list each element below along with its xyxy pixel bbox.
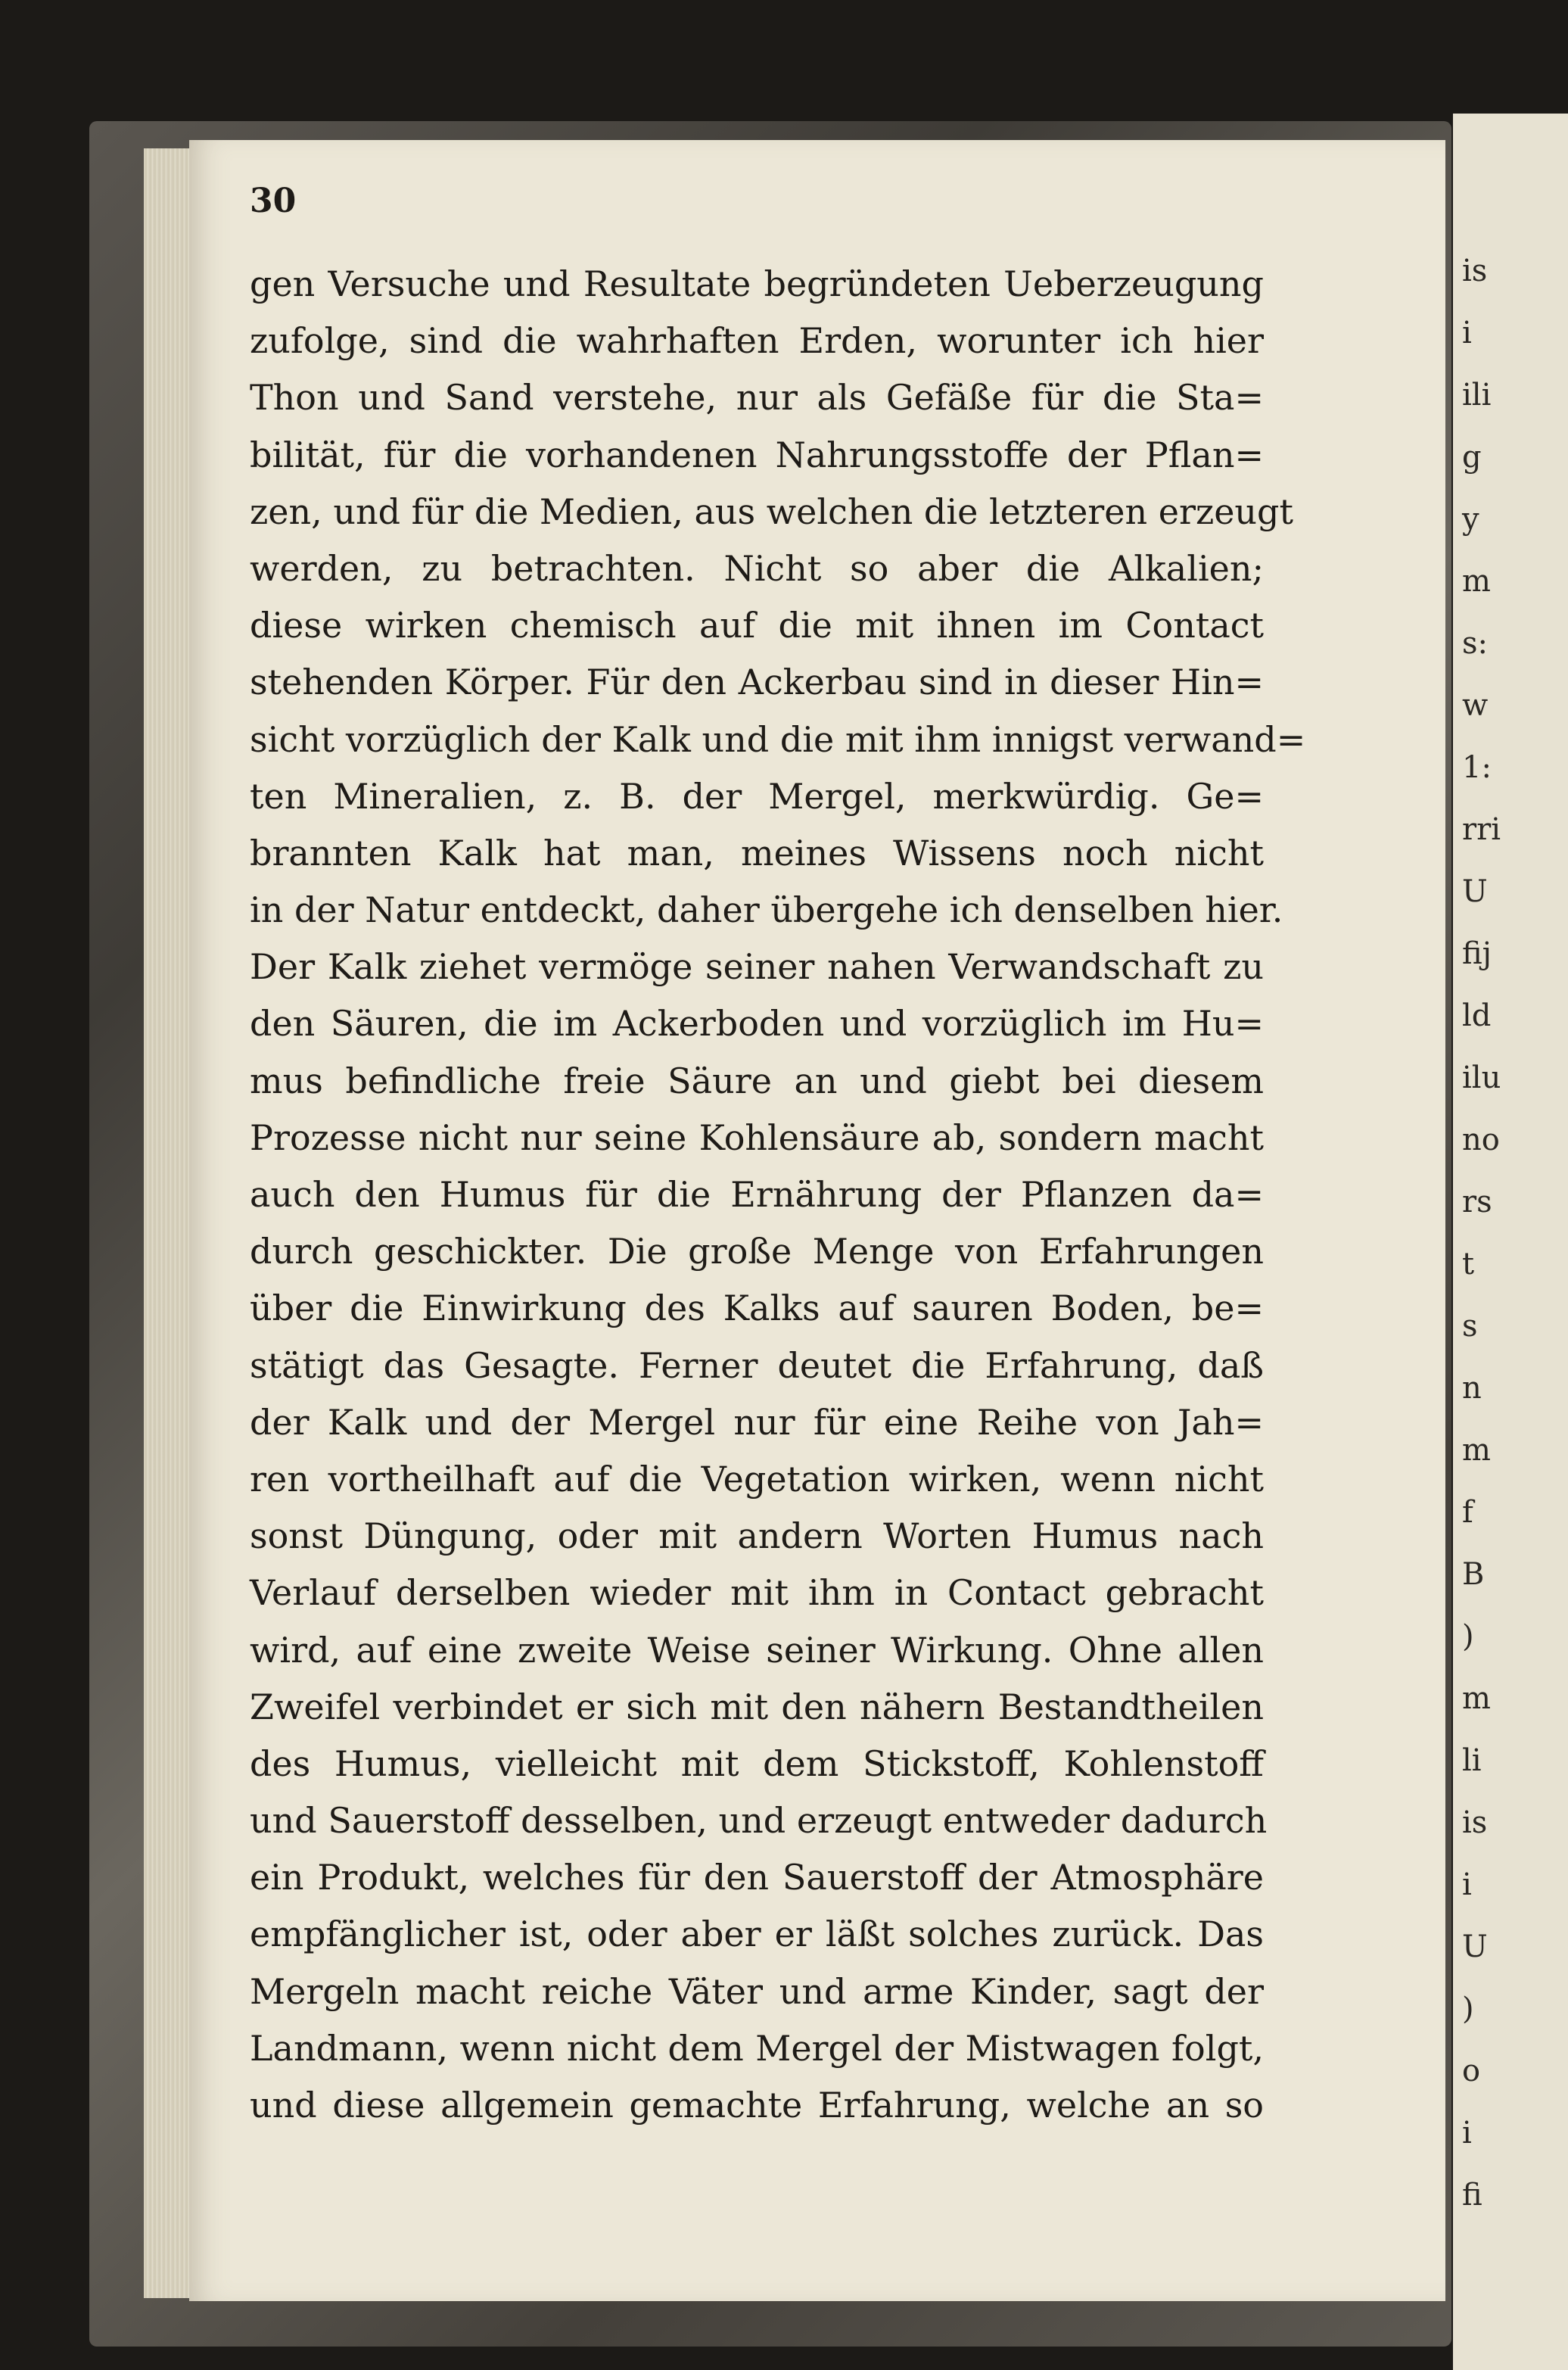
facing-page-fragment: ilu (1462, 1060, 1501, 1095)
facing-page-fragment: U (1462, 874, 1488, 909)
text-line: ten Mineralien, z. B. der Mergel, merkwürdig. Ge= (250, 775, 1264, 817)
facing-page-fragment: ld (1462, 998, 1492, 1033)
text-line: brannten Kalk hat man, meines Wissens noch nicht (250, 832, 1264, 874)
text-line: Verlauf derselben wieder mit ihm in Contact gebracht (250, 1572, 1264, 1614)
page-number: 30 (250, 182, 297, 220)
text-line: zufolge, sind die wahrhaften Erden, worunter ich hier (250, 320, 1264, 362)
text-line: des Humus, vielleicht mit dem Stickstoff, Kohlenstoff (250, 1742, 1264, 1784)
text-line: durch geschickter. Die große Menge von Erfahrungen (250, 1231, 1264, 1272)
facing-page-fragment: w (1462, 688, 1489, 723)
text-line: und Sauerstoff desselben, und erzeugt entweder dadurch (250, 1800, 1268, 1842)
facing-page-fragment: U (1462, 1929, 1488, 1964)
text-line: empfänglicher ist, oder aber er läßt solches zurück. Das (250, 1914, 1264, 1955)
facing-page-fragment: li (1462, 1743, 1482, 1778)
facing-page-fragment: no (1462, 1123, 1500, 1157)
text-line: über die Einwirkung des Kalks auf sauren Boden, be= (250, 1288, 1264, 1329)
facing-page-fragment: g (1462, 440, 1482, 475)
facing-page-fragment: B (1462, 1557, 1485, 1592)
facing-page (1453, 114, 1568, 2370)
text-line: gen Versuche und Resultate begründeten Ueberzeugung (250, 263, 1264, 304)
facing-page-fragment: fij (1462, 936, 1492, 971)
text-line: und diese allgemein gemachte Erfahrung, welche an so (250, 2085, 1264, 2126)
facing-page-fragment: f (1462, 1495, 1473, 1530)
text-line: stätigt das Gesagte. Ferner deutet die Erfahrung, daß (250, 1344, 1264, 1386)
facing-page-fragment: i (1462, 2116, 1472, 2150)
facing-page-fragment: is (1462, 1805, 1488, 1840)
facing-page-fragment: m (1462, 1681, 1491, 1716)
facing-page-fragment: s: (1462, 626, 1489, 661)
facing-page-fragment: ili (1462, 378, 1492, 413)
facing-page-fragment: y (1462, 502, 1479, 537)
page-text (250, 256, 1306, 2134)
text-line: Der Kalk ziehet vermöge seiner nahen Verwandschaft zu (250, 946, 1264, 988)
facing-page-fragment: t (1462, 1247, 1475, 1282)
facing-page-fragment: rs (1462, 1185, 1492, 1219)
facing-page-fragment: 1: (1462, 750, 1492, 785)
text-line: sicht vorzüglich der Kalk und die mit ihm innigst verwand= (250, 718, 1306, 760)
text-line: stehenden Körper. Für den Ackerbau sind in dieser Hin= (250, 662, 1264, 703)
facing-page-fragment: n (1462, 1371, 1482, 1406)
facing-page-fragment: i (1462, 1867, 1472, 1902)
facing-page-fragment: m (1462, 564, 1491, 599)
text-line: den Säuren, die im Ackerboden und vorzüglich im Hu= (250, 1003, 1264, 1045)
text-line: ein Produkt, welches für den Sauerstoff der Atmosphäre (250, 1857, 1264, 1898)
facing-page-fragment: rri (1462, 812, 1501, 847)
facing-page-fragment: i (1462, 316, 1472, 350)
facing-page-fragment: ) (1462, 1619, 1474, 1654)
facing-page-fragment: fi (1462, 2178, 1482, 2213)
text-line: mus befindliche freie Säure an und giebt bei diesem (250, 1060, 1264, 1101)
facing-page-fragment: m (1462, 1433, 1491, 1468)
text-line: in der Natur entdeckt, daher übergehe ich denselben hier. (250, 889, 1283, 931)
text-line: auch den Humus für die Ernährung der Pflanzen da= (250, 1174, 1264, 1215)
text-line: der Kalk und der Mergel nur für eine Reihe von Jah= (250, 1401, 1264, 1443)
text-line: Landmann, wenn nicht dem Mergel der Mistwagen folgt, (250, 2027, 1264, 2069)
text-line: Prozesse nicht nur seine Kohlensäure ab, sondern macht (250, 1116, 1264, 1158)
text-line: Thon und Sand verstehe, nur als Gefäße für die Sta= (250, 377, 1264, 419)
text-line: zen, und für die Medien, aus welchen die letzteren erzeugt (250, 491, 1293, 532)
text-line: Zweifel verbindet er sich mit den nähern Bestandtheilen (250, 1686, 1264, 1727)
text-line: ren vortheilhaft auf die Vegetation wirken, wenn nicht (250, 1458, 1264, 1500)
facing-page-fragment: s (1462, 1309, 1478, 1344)
text-line: wird, auf eine zweite Weise seiner Wirkung. Ohne allen (250, 1629, 1264, 1671)
facing-page-fragment: o (1462, 2054, 1481, 2088)
facing-page-fragment: ) (1462, 1992, 1474, 2026)
text-line: Mergeln macht reiche Väter und arme Kinder, sagt der (250, 1970, 1264, 2012)
text-line: werden, zu betrachten. Nicht so aber die Alkalien; (250, 547, 1264, 589)
text-line: diese wirken chemisch auf die mit ihnen im Contact (250, 605, 1264, 646)
text-line: sonst Düngung, oder mit andern Worten Humus nach (250, 1515, 1264, 1557)
text-line: bilität, für die vorhandenen Nahrungsstoffe der Pflan= (250, 434, 1264, 475)
facing-page-fragment: is (1462, 254, 1488, 288)
